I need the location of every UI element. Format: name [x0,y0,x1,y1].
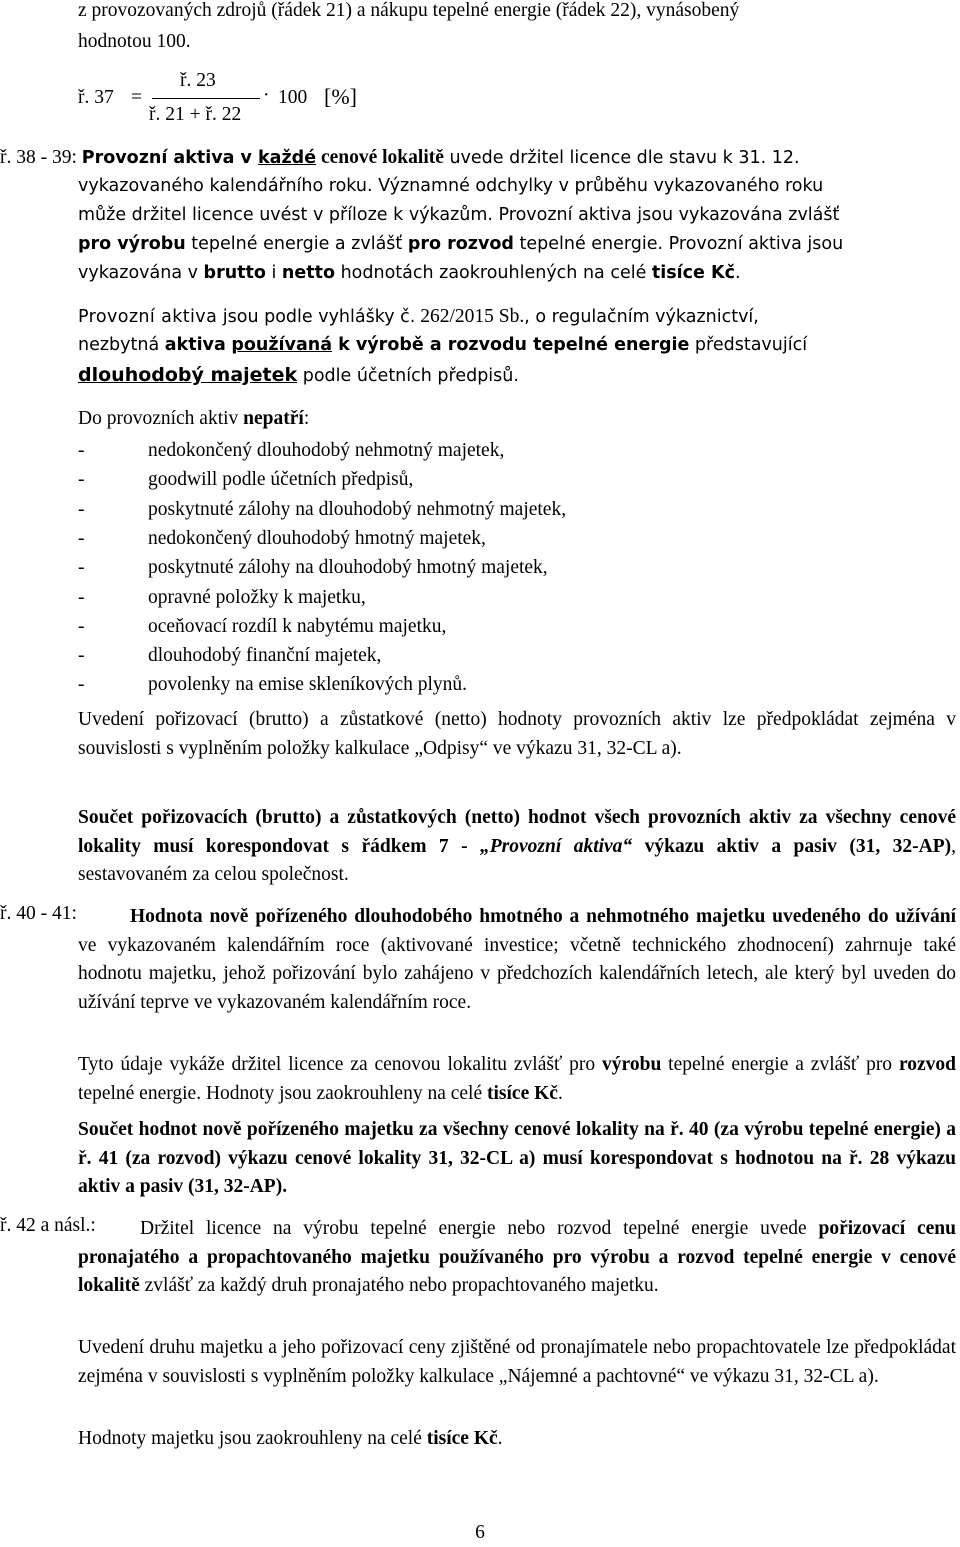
intro-line-1: z provozovaných zdrojů (řádek 21) a nákupu tepelné energie (řádek 22), vynásobený [78,0,740,21]
s40-p2g: . [557,1082,563,1104]
s40-paragraph-1 [78,903,956,1017]
s38-line3: může držitel licence uvést v příloze k výkazům. [78,205,493,225]
s38-line5a: vykazována v [78,263,204,283]
s38-netto: netto [281,263,336,283]
s38-ref: ř. 38 - 39: [0,147,82,168]
s42-p3a: Hodnoty majetku jsou zaokrouhleny na celé [78,1428,427,1449]
def-line-3 [78,364,519,386]
list-item [78,528,486,550]
s38-line4b: tepelné energie a zvlášť [185,234,408,254]
s40-paragraph-2 [78,1051,956,1108]
s38-pro-vyrobu: pro výrobu [78,234,186,254]
list-item [78,645,381,667]
s42-tisice: tisíce Kč [426,1428,498,1449]
def-line-2 [78,335,807,355]
paragraph-uvedeni: Uvedení pořizovací (brutto) a zůstatkové (netto) hodnoty provozních aktiv lze předpokládat zejména v souvislosti s vyplněním položky kalkulace „Odpisy“ ve výkazu 31, 32-CL a). [78,709,956,759]
s38-line-1 [0,147,800,169]
excl-heading-a: Do provozních aktiv [78,408,244,429]
list-item [78,674,467,696]
s38-line2b: Významné odchylky v průběhu vykazovaného roku [378,176,824,196]
s42-bold: pořizovací cenu pronajatého a propachtovaného majetku používaného pro výrobu a rozvod tepelné energie v cenové lokalitě [78,1218,956,1296]
list-item-text: nedokončený dlouhodobý nehmotný majetek, [148,440,505,461]
list-item [78,616,446,638]
s38-brutto: brutto [203,263,266,283]
s40-p2e: tepelné energie. Hodnoty jsou zaokrouhleny na celé [78,1082,487,1104]
formula-equals: = [131,87,142,108]
def-b: jsou podle vyhlášky č. [217,307,416,327]
list-item-text: opravné položky k majetku, [148,586,366,608]
formula-unit: [%] [324,84,357,109]
s38-line-2 [78,176,823,196]
s38-line2a: vykazovaného kalendářního roku. [78,176,379,196]
s38-line4d: tepelné energie. [513,234,664,254]
def-dlouhodoby-majetek: dlouhodobý majetek [78,364,298,386]
list-item-text: povolenky na emise skleníkových plynů. [148,674,467,696]
s40-paragraph-3: Součet hodnot nově pořízeného majetku za všechny cenové lokality na ř. 40 (za výrobu tepelné energie) a ř. 41 (za rozvod) výkazu cenové lokality 31, 32-CL a) musí korespondovat s hodnotou na ř. 28 výkazu aktiv a pasiv (31, 32-AP). [78,1119,956,1197]
s38-line3b: Provozní aktiva jsou vykazována zvlášť [492,205,840,225]
s40-vyrobu: výrobu [602,1054,662,1075]
list-dash: - [78,615,85,637]
list-item-text: nedokončený dlouhodobý hmotný majetek, [148,527,486,549]
s42-paragraph-3 [78,1428,503,1450]
list-dash: - [78,440,85,461]
formula-denominator: ř. 21 + ř. 22 [149,104,242,125]
s38-line5c: i [265,263,282,283]
excl-nepatri: nepatří [243,408,304,429]
formula-factor: 100 [278,87,308,108]
def-aktiva: aktiva [164,335,226,355]
list-dash: - [78,586,85,608]
soucet-provozni-aktiva: „Provozní aktiva“ [480,835,633,857]
list-item-text: poskytnuté zálohy na dlouhodobý hmotný majetek, [148,557,548,579]
list-dash: - [78,645,85,667]
def-pouzivana: používaná [231,335,333,355]
s38-line-4 [78,234,843,254]
s40-p2a: Tyto údaje vykáže držitel licence za cenovou lokalitu zvlášť pro [78,1054,603,1075]
list-item [78,499,566,521]
list-item [78,469,413,491]
s42-t1: Držitel licence na výrobu tepelné energie nebo rozvod tepelné energie uvede [140,1218,819,1239]
s42-paragraph-2: Uvedení druhu majetku a jeho pořizovací ceny zjištěné od pronajímatele nebo propachtovatele lze předpokládat zejména v souvislosti s vyplněním položky kalkulace „Nájemné a pachtovné“ ve výkazu 31, 32-CL a). [78,1337,956,1387]
s38-line-5 [78,263,741,283]
def-line2a: nezbytná [78,335,165,355]
s38-line-3 [78,205,839,225]
s40-text: ve vykazovaném kalendářním roce (aktivované investice; včetně technického zhodnocení) zahrnuje také hodnotu majetku, jehož pořizování bylo zahájeno v předchozích kalendářních letech, ale který byl uveden do užívání teprve ve vykazovaném kalendářním roce. [78,934,956,1013]
list-item-text: dlouhodobý finanční majetek, [148,645,382,667]
list-dash: - [78,469,85,491]
excl-heading-c: : [303,408,310,429]
list-dash: - [78,557,85,579]
list-item-text: poskytnuté zálohy na dlouhodobý nehmotný majetek, [148,498,567,520]
s38-line4e: Provozní aktiva jsou [663,234,844,254]
soucet-rest: , sestavovaném za celou společnost. [78,835,956,885]
s38-kazde: každé [258,148,317,168]
exclusions-heading [78,408,309,430]
s40-ref: ř. 40 - 41: [0,903,77,924]
def-line3b: podle účetních předpisů. [297,366,519,386]
list-item-text: goodwill podle účetních předpisů, [148,469,414,491]
page-number: 6 [475,1522,485,1543]
s42-t2: zvlášť za každý druh pronajatého nebo propachtovaného majetku. [139,1275,659,1296]
s38-pro-rozvod: pro rozvod [407,234,514,254]
soucet-bold: Součet pořizovacích (brutto) a zůstatkových (netto) hodnot všech provozních aktiv za všechny cenové lokality musí korespondovat s řádkem 7 - [78,807,956,857]
def-line2e: představující [689,335,808,355]
s42-paragraph-1 [78,1215,956,1301]
formula-lhs: ř. 37 [78,87,114,108]
formula-numerator: ř. 23 [180,70,216,91]
list-dash: - [78,674,85,696]
list-item-text: oceňovací rozdíl k nabytému majetku, [148,615,447,637]
s42-p3c: . [497,1428,503,1449]
list-item [78,587,366,609]
s42-ref: ř. 42 a násl.: [0,1215,96,1236]
list-item [78,440,504,462]
s40-tisice: tisíce Kč [487,1082,558,1104]
def-provozni-aktiva: Provozní aktiva [78,307,218,327]
s38-tisice: tisíce Kč [651,263,735,283]
paragraph-soucet [78,804,956,890]
s38-line5e: hodnotách zaokrouhlených na celé [335,263,652,283]
list-dash: - [78,498,85,520]
def-c: 262/2015 Sb. [415,306,525,327]
s38-rest: uvede držitel licence dle stavu k 31. 12. [443,148,800,168]
s40-p2c: tepelné energie a zvlášť pro [661,1054,899,1075]
def-line-1 [78,306,759,328]
s40-bold: Hodnota nově pořízeného dlouhodobého hmotného a nehmotného majetku uvedeného do užívání [130,906,956,927]
fraction-bar [152,98,260,99]
s38-line5g: . [734,263,741,283]
list-dash: - [78,527,85,549]
formula-times: · [263,85,270,106]
soucet-bold-2: výkazu aktiv a pasiv (31, 32-AP) [632,835,952,857]
def-line2d: k výrobě a rozvodu tepelné energie [332,335,690,355]
s38-cenove: cenové lokalitě [316,147,444,168]
s40-rozvod: rozvod [898,1054,956,1075]
list-item [78,557,548,579]
s38-title: Provozní aktiva v [81,148,259,168]
intro-line-2: hodnotou 100. [78,31,191,52]
def-d: , o regulačním výkaznictví, [524,307,759,327]
